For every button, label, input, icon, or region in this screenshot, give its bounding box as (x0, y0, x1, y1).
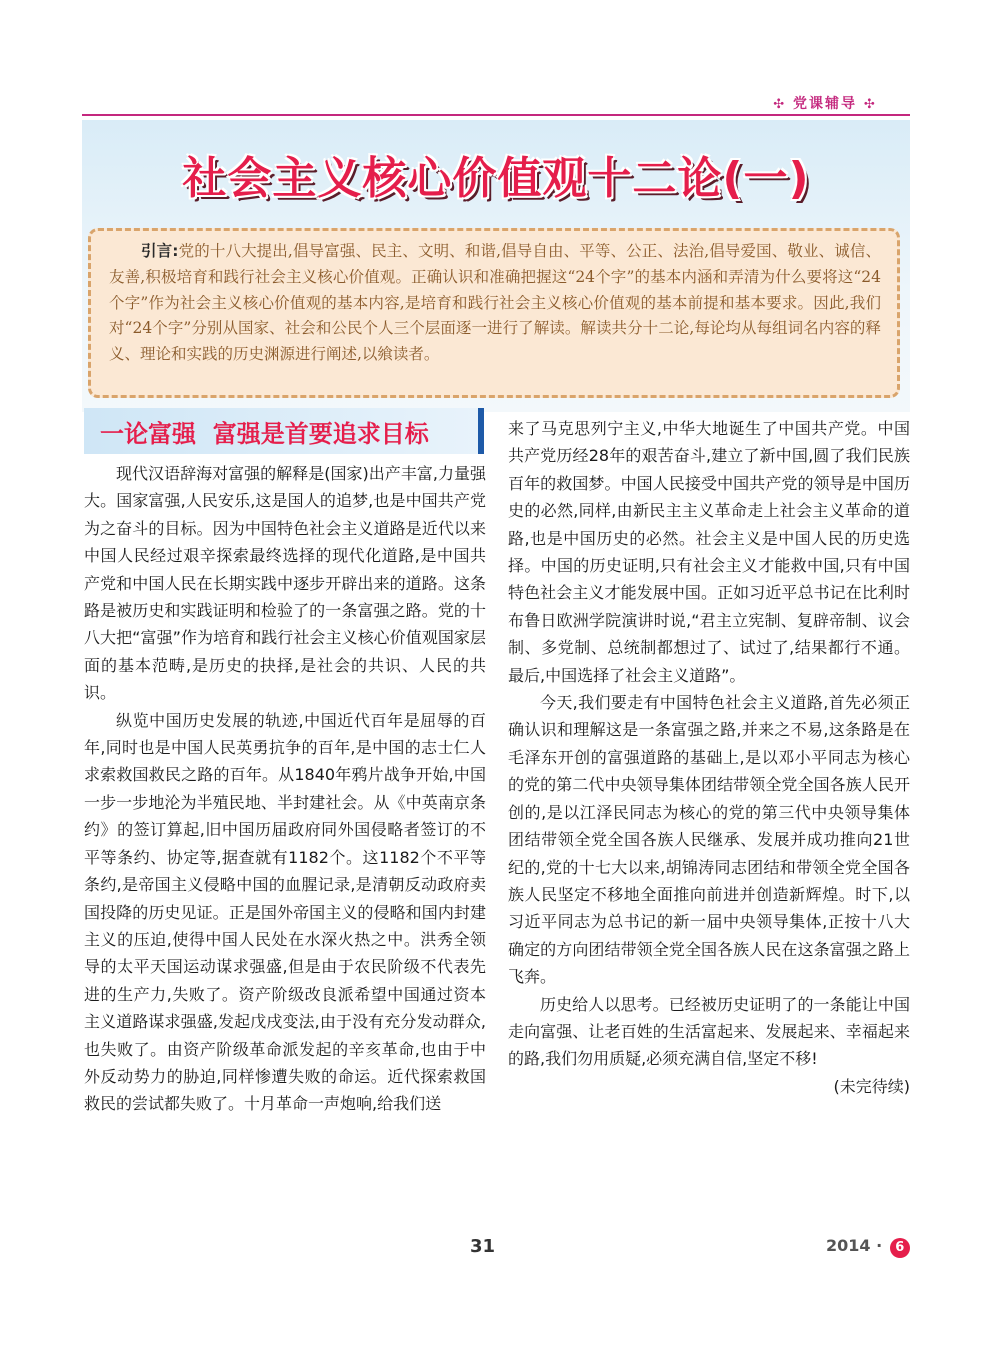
paragraph: 今天,我们要走有中国特色社会主义道路,首先必须正确认识和理解这是一条富强之路,并来之不易,这条路是在毛泽东开创的富强道路的基础上,是以邓小平同志为核心的党的第二代中央领导集体团结带领全党全国各族人民开创的,是以江泽民同志为核心的党的第三代中央领导集体团结带领全党全国各族人民继承、发展并成功推向21世纪的,党的十七大以来,胡锦涛同志团结和带领全党全国各族人民坚定不移地全面推向前进并创造新辉煌。时下,以习近平同志为总书记的新一届中央领导集体,正按十八大确定的方向团结带领全党全国各族人民在这条富强之路上飞奔。 (508, 693, 910, 987)
issue-label (826, 1236, 910, 1258)
left-column (84, 460, 486, 1118)
issue-year: 2014 (826, 1236, 871, 1255)
to-be-continued: (未完待续) (833, 1076, 910, 1096)
intro-lead-colon: : (172, 242, 179, 260)
intro-text: 党的十八大提出,倡导富强、民主、文明、和谐,倡导自由、平等、公正、法治,倡导爱国、敬业、诚信、友善,积极培育和践行社会主义核心价值观。正确认识和准确把握这“24个字”的基本内涵和弄清为什么要将这“24个字”作为社会主义核心价值观的基本内容,是培育和践行社会主义核心价值观的基本前提和基本要求。因此,我们对“24个字”分别从国家、社会和公民个人三个层面逐一进行了解读。解读共分十二论,每论均从每组词名内容的释义、理论和实践的历史渊源进行阐述,以飨读者。 (109, 242, 881, 364)
paragraph (508, 991, 910, 1096)
paragraph-text: 历史给人以思考。已经被历史证明了的一条能让中国走向富强、让老百姓的生活富起来、发展起来、幸福起来的路,我们勿用质疑,必须充满自信,坚定不移! (508, 994, 910, 1069)
issue-separator: · (876, 1236, 883, 1255)
right-column (508, 415, 910, 1100)
paragraph: 现代汉语辞海对富强的解释是(国家)出产丰富,力量强大。国家富强,人民安乐,这是国人的追梦,也是中国共产党为之奋斗的目标。因为中国特色社会主义道路是近代以来中国人民经过艰辛探索最终选择的现代化道路,是中国共产党和中国人民在长期实践中逐步开辟出来的道路。这条路是被历史和实践证明和检验了的一条富强之路。党的十八大把“富强”作为培育和践行社会主义核心价值观国家层面的基本范畴,是历史的抉择,是社会的共识、人民的共识。 (84, 464, 486, 703)
column-tag-label: 党课辅导 (793, 96, 857, 112)
paragraph: 纵览中国历史发展的轨迹,中国近代百年是屈辱的百年,同时也是中国人民英勇抗争的百年,是中国的志士仁人求索救国救民之路的百年。从1840年鸦片战争开始,中国一步一步地沦为半殖民地、半封建社会。从《中英南京条约》的签订算起,旧中国历届政府同外国侵略者签订的不平等条约、协定等,据查就有1182个。这1182个不平等条约,是帝国主义侵略中国的血腥记录,是清朝反动政府卖国投降的历史见证。正是国外帝国主义的侵略和国内封建主义的压迫,使得中国人民处在水深火热之中。洪秀全领导的太平天国运动谋求强盛,但是由于农民阶级不代表先进的生产力,失败了。资产阶级改良派希望中国通过资本主义道路谋求强盛,发起戊戌变法,由于没有充分发动群众,也失败了。由资产阶级革命派发起的辛亥革命,也由于中外反动势力的胁迫,同样惨遭失败的命运。近代探索救国救民的尝试都失败了。十月革命一声炮响,给我们送 (84, 710, 486, 1114)
section-heading: 一论富强 富强是首要追求目标 (100, 420, 429, 448)
article-title: 社会主义核心价值观十二论(一) (182, 153, 810, 204)
flower-ornament-icon: ✣ (773, 97, 787, 112)
issue-number-badge: 6 (890, 1238, 910, 1258)
page-number: 31 (470, 1236, 496, 1257)
column-tag (745, 93, 905, 113)
header-divider (82, 114, 910, 116)
flower-ornament-icon: ✣ (863, 97, 877, 112)
section-heading-box (84, 408, 484, 454)
paragraph: 来了马克思列宁主义,中华大地诞生了中国共产党。中国共产党历经28年的艰苦奋斗,建立了新中国,圆了我们民族百年的救国梦。中国人民接受中国共产党的领导是中国历史的必然,同样,由新民主主义革命走上社会主义革命的道路,也是中国历史的必然。社会主义是中国人民的历史选择。中国的历史证明,只有社会主义才能救中国,只有中国特色社会主义才能发展中国。正如习近平总书记在比利时布鲁日欧洲学院演讲时说,“君主立宪制、复辟帝制、议会制、多党制、总统制都想过了、试过了,结果都行不通。最后,中国选择了社会主义道路”。 (508, 419, 910, 685)
intro-box (88, 228, 900, 398)
intro-lead-label: 引言 (141, 242, 173, 260)
